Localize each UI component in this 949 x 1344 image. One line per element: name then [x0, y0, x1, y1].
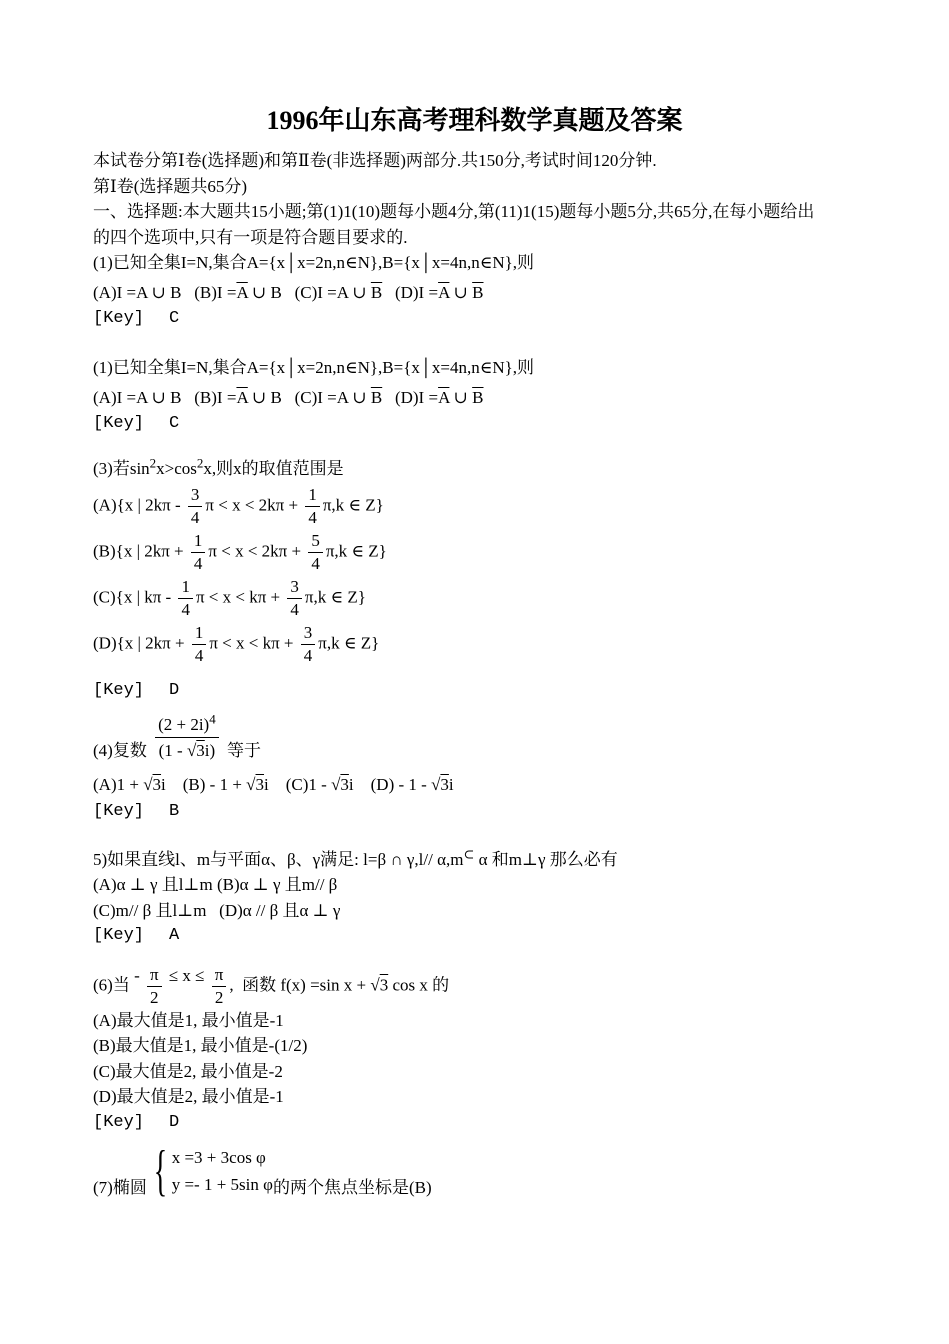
square-root — [431, 775, 449, 794]
radical-sign: √ — [186, 741, 197, 760]
square-root — [331, 775, 349, 794]
fraction-denominator: 4 — [194, 645, 204, 665]
fraction-numerator: 3 — [287, 577, 302, 599]
text-fragment: π < x < 2kπ + — [205, 494, 303, 514]
text-fragment: (3)若sin — [93, 459, 150, 478]
fraction-numerator: π — [147, 965, 162, 987]
fraction — [305, 485, 320, 528]
text-fragment: π < x < kπ + — [195, 586, 285, 606]
overbar-term: $\overline{A}$ — [236, 387, 248, 407]
intro-line-2: 第Ⅰ卷(选择题共65分) — [93, 176, 248, 196]
question-1 — [93, 250, 879, 331]
text-fragment: i (C)1 - — [264, 774, 332, 794]
key-answer: A — [169, 926, 180, 945]
question-5-options-cd: (C)m// β 且l⊥m (D)α // β 且α ⊥ γ — [93, 900, 341, 920]
text-fragment: , 函数 f(x) =sin x + — [229, 974, 371, 994]
question-6-key — [93, 1110, 879, 1136]
question-7 — [93, 1140, 879, 1202]
fraction-denominator: 4 — [290, 599, 299, 619]
square-root — [370, 975, 388, 994]
question-3-option-b — [93, 531, 879, 574]
question-4-options — [93, 772, 879, 798]
question-4-key — [93, 799, 879, 825]
fraction-numerator: 3 — [301, 623, 316, 645]
fraction-numerator: 1 — [305, 485, 320, 507]
fraction-numerator: 5 — [308, 531, 323, 553]
text-fragment: (A)I =A ∪ B (B)I = — [93, 282, 237, 302]
question-6-option-d: (D)最大值是2, 最小值是-1 — [93, 1087, 284, 1106]
fraction — [192, 623, 207, 666]
radicand: 3 — [196, 741, 205, 760]
system-lines — [172, 1144, 273, 1198]
radical-sign: √ — [331, 774, 341, 794]
text-fragment: α 和m⊥γ 那么必有 — [474, 849, 618, 869]
text-fragment: (C){x | kπ - — [93, 586, 176, 606]
text-fragment: (D)I = — [382, 387, 439, 407]
superscript: 2 — [149, 455, 157, 471]
key-label: [Key] — [93, 802, 145, 821]
fraction — [287, 577, 302, 620]
key-label: [Key] — [93, 413, 145, 433]
text-fragment: 等于 — [222, 741, 261, 760]
question-1-stem: (1)已知全集I=N,集合A={x│x=2n,n∈N},B={x│x=4n,n∈N},则 — [93, 253, 535, 272]
overbar-term: $\overline{A}$ — [438, 387, 450, 407]
key-answer: C — [169, 308, 180, 328]
text-fragment: (A)1 + — [93, 774, 144, 794]
square-root — [143, 775, 161, 794]
question-3-option-a — [93, 485, 879, 528]
text-fragment: x,则x的取值范围是 — [203, 459, 344, 478]
question-3 — [93, 456, 879, 703]
question-7-stem: (7)椭圆 — [93, 1178, 147, 1197]
fraction-denominator: 4 — [181, 599, 190, 619]
question-7-tail: 的两个焦点坐标是(B) — [272, 1178, 432, 1197]
fraction — [147, 965, 162, 1008]
fraction-denominator: 2 — [214, 987, 224, 1007]
fraction — [191, 531, 206, 574]
text-fragment: x>cos — [156, 459, 197, 478]
fraction-denominator: 4 — [303, 645, 313, 665]
radical-sign: √ — [246, 774, 256, 794]
text-fragment: ∪ B (C)I =A ∪ — [247, 387, 371, 407]
question-1-key — [93, 411, 879, 437]
radicand: 3 — [340, 774, 349, 794]
text-fragment: π,k ∈ Z} — [325, 540, 387, 560]
key-label: [Key] — [93, 308, 145, 328]
question-6-stem — [93, 965, 879, 1008]
fraction-numerator: 1 — [191, 531, 206, 553]
question-4 — [93, 713, 879, 825]
exam-content — [0, 138, 949, 1202]
question-3-key — [93, 678, 879, 704]
question-1-options — [93, 276, 879, 306]
question-5-key — [93, 923, 879, 949]
text-fragment: ∪ — [449, 387, 473, 407]
overbar-term: $\overline{B}$ — [472, 282, 484, 302]
text-fragment: 5)如果直线l、m与平面α、β、γ满足: l=β ∩ γ,l// α,m — [93, 849, 464, 869]
system-line — [172, 1144, 273, 1171]
question-1-options — [93, 381, 879, 411]
question-1-key — [93, 306, 879, 332]
system-line — [172, 1171, 273, 1198]
superscript: 4 — [209, 711, 216, 727]
key-answer: D — [169, 1112, 180, 1132]
question-3-option-d — [93, 623, 879, 666]
text-fragment: (2 + 2i) — [158, 715, 210, 734]
square-root — [246, 775, 264, 794]
fraction-denominator: 2 — [150, 987, 159, 1007]
intro-line-1: 本试卷分第Ⅰ卷(选择题)和第Ⅱ卷(非选择题)两部分.共150分,考试时间120分钟. — [93, 151, 657, 170]
fraction — [301, 623, 316, 666]
question-1-stem: (1)已知全集I=N,集合A={x│x=2n,n∈N},B={x│x=4n,n∈N},则 — [93, 358, 535, 377]
square-root — [187, 741, 205, 760]
fraction — [212, 965, 227, 1008]
superscript: ⊂ — [463, 845, 475, 861]
raised-text-fragment: ≤ x ≤ — [164, 965, 209, 985]
fraction — [155, 713, 219, 762]
fraction-numerator: 3 — [188, 485, 203, 507]
radicand: 3 — [255, 774, 265, 794]
text-fragment: (A)I =A ∪ B (B)I = — [93, 387, 237, 407]
question-6-option-a: (A)最大值是1, 最小值是-1 — [93, 1010, 284, 1030]
text-fragment: ∪ — [449, 282, 473, 302]
superscript: 2 — [196, 455, 204, 471]
text-fragment: cos x 的 — [388, 974, 450, 994]
left-brace-icon: { — [153, 1140, 167, 1202]
question-4-stem — [93, 713, 879, 764]
fraction-numerator: 1 — [178, 577, 193, 599]
text-fragment: i (B) - 1 + — [161, 774, 247, 794]
text-fragment: ∪ B (C)I =A ∪ — [247, 282, 371, 302]
fraction-numerator: π — [212, 965, 227, 987]
overbar-term: $\overline{B}$ — [370, 387, 383, 407]
text-fragment: π < x < 2kπ + — [208, 540, 306, 560]
fraction-numerator — [155, 713, 219, 738]
fraction — [178, 577, 193, 620]
key-answer: B — [169, 802, 180, 821]
fraction-denominator — [155, 738, 219, 762]
question-5-stem — [93, 847, 879, 873]
text-fragment: π,k ∈ Z} — [322, 494, 384, 514]
radical-sign: √ — [143, 774, 153, 794]
radicand: 3 — [440, 774, 449, 794]
radical-sign: √ — [431, 774, 441, 794]
overbar-term: $\overline{A}$ — [236, 282, 248, 302]
fraction-denominator: 4 — [311, 553, 320, 573]
question-3-stem — [93, 456, 879, 482]
text-fragment: (B){x | 2kπ + — [93, 540, 188, 560]
radicand: 3 — [379, 974, 389, 994]
key-label: [Key] — [93, 1112, 145, 1132]
text-fragment: i (D) - 1 - — [348, 774, 432, 794]
text-fragment: π,k ∈ Z} — [318, 632, 380, 652]
text-fragment: i) — [204, 741, 216, 760]
radicand: 3 — [152, 774, 162, 794]
text-fragment: π,k ∈ Z} — [304, 586, 366, 606]
raised-text-fragment: - — [134, 965, 144, 985]
question-6-option-b: (B)最大值是1, 最小值是-(1/2) — [93, 1036, 308, 1055]
equation-system — [147, 1140, 273, 1202]
question-6 — [93, 965, 879, 1136]
text-fragment: (D)I = — [382, 282, 439, 302]
text-fragment: y =- 1 + 5sin φ — [171, 1175, 273, 1194]
key-answer: D — [169, 680, 180, 700]
question-1-duplicate — [93, 355, 879, 436]
intro-line-3: 一、选择题:本大题共15小题;第(1)1(10)题每小题4分,第(11)1(15)题每小题5分,共65分,在每小题给出 — [93, 202, 815, 221]
question-5-options-ab: (A)α ⊥ γ 且l⊥m (B)α ⊥ γ 且m// β — [93, 875, 338, 894]
intro-line-4: 的四个选项中,只有一项是符合题目要求的. — [93, 227, 408, 247]
text-fragment: x =3 + 3cos φ — [171, 1148, 266, 1167]
radical-sign: √ — [370, 974, 380, 994]
text-fragment: (A){x | 2kπ - — [93, 494, 185, 514]
fraction-denominator: 4 — [308, 507, 317, 527]
text-fragment: π < x < kπ + — [209, 632, 298, 652]
key-label: [Key] — [93, 926, 145, 945]
question-3-option-c — [93, 577, 879, 620]
text-fragment: (1 - — [158, 741, 187, 760]
text-fragment: (6)当 — [93, 974, 135, 994]
question-6-option-c: (C)最大值是2, 最小值是-2 — [93, 1061, 283, 1081]
fraction-denominator: 4 — [190, 507, 200, 527]
question-7-system — [147, 1140, 273, 1202]
text-fragment: (D){x | 2kπ + — [93, 632, 189, 652]
text-fragment: (4)复数 — [93, 741, 152, 760]
fraction — [308, 531, 323, 574]
fraction-denominator: 4 — [193, 553, 203, 573]
overbar-term: $\overline{B}$ — [370, 282, 383, 302]
text-fragment: i — [448, 774, 454, 794]
page-title: 1996年山东高考理科数学真题及答案 — [266, 106, 683, 135]
fraction-numerator: 1 — [192, 623, 207, 645]
overbar-term: $\overline{B}$ — [472, 387, 484, 407]
fraction — [188, 485, 203, 528]
key-label: [Key] — [93, 680, 145, 700]
overbar-term: $\overline{A}$ — [438, 282, 450, 302]
key-answer: C — [169, 413, 180, 433]
question-5 — [93, 847, 879, 949]
